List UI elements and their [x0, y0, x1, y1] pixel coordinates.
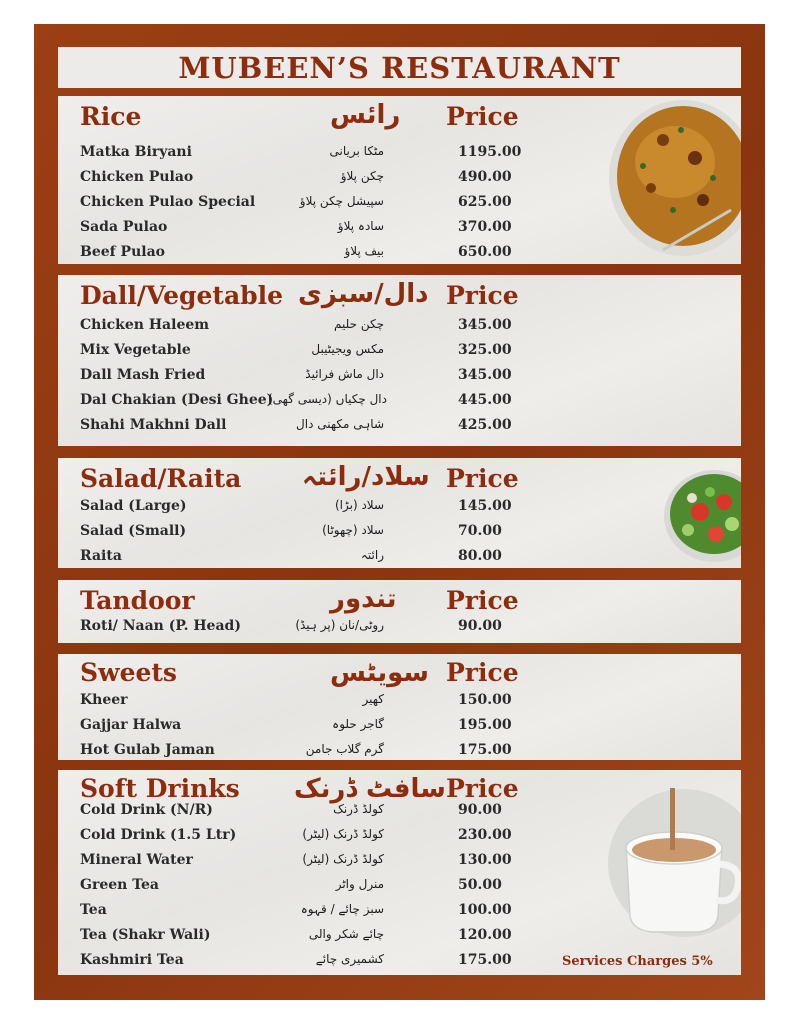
- item-name-urdu: کشمیری چائے: [315, 952, 384, 966]
- item-name: Salad (Large): [80, 498, 187, 514]
- item-name: Mix Vegetable: [80, 342, 191, 358]
- item-price: 445.00: [458, 392, 512, 408]
- item-price: 80.00: [458, 548, 502, 564]
- section-title-ur: رائس: [330, 100, 401, 130]
- item-price: 345.00: [458, 367, 512, 383]
- item-name-urdu: کولڈ ڈرنک: [333, 802, 384, 816]
- item-name-urdu: چکن حلیم: [334, 317, 384, 331]
- salad-bowl-image: [662, 464, 741, 564]
- item-price: 100.00: [458, 902, 512, 918]
- section-salad-raita: [58, 458, 741, 568]
- item-price: 625.00: [458, 194, 512, 210]
- menu-item: [58, 692, 741, 714]
- item-name-urdu: سپیشل چکن پلاؤ: [299, 194, 384, 208]
- menu-item: [58, 342, 741, 364]
- menu-item: [58, 392, 741, 414]
- item-name-urdu: دال چکیاں (دیسی گھی): [268, 392, 387, 406]
- item-name-urdu: سادہ پلاؤ: [337, 219, 384, 233]
- item-name: Dal Chakian (Desi Ghee): [80, 392, 274, 408]
- menu-item: [58, 523, 741, 545]
- menu-item: [58, 417, 741, 439]
- item-name-urdu: چکن پلاؤ: [340, 169, 384, 183]
- menu-item: [58, 498, 741, 520]
- item-name-urdu: بیف پلاؤ: [344, 244, 384, 258]
- section-title-en: Sweets: [80, 658, 178, 687]
- item-name: Sada Pulao: [80, 219, 168, 235]
- item-name: Green Tea: [80, 877, 159, 893]
- item-price: 130.00: [458, 852, 512, 868]
- item-name-urdu: منرل واٹر: [335, 877, 384, 891]
- item-name: Kashmiri Tea: [80, 952, 184, 968]
- price-header: Price: [446, 658, 519, 687]
- item-name-urdu: گاجر حلوہ: [332, 717, 384, 731]
- item-name: Hot Gulab Jaman: [80, 742, 215, 758]
- item-name-urdu: گرم گلاب جامن: [305, 742, 384, 756]
- item-price: 150.00: [458, 692, 512, 708]
- item-name: Roti/ Naan (P. Head): [80, 618, 241, 634]
- section-soft-drinks: [58, 770, 741, 975]
- item-name-urdu: مکس ویجیٹیبل: [311, 342, 384, 356]
- item-name: Shahi Makhni Dall: [80, 417, 227, 433]
- item-name: Dall Mash Fried: [80, 367, 206, 383]
- item-price: 370.00: [458, 219, 512, 235]
- item-name: Salad (Small): [80, 523, 187, 539]
- price-header: Price: [446, 281, 519, 310]
- price-header: Price: [446, 102, 519, 131]
- item-name: Chicken Haleem: [80, 317, 210, 333]
- item-price: 230.00: [458, 827, 512, 843]
- section-title-en: Tandoor: [80, 586, 195, 615]
- item-name: Raita: [80, 548, 122, 564]
- section-tandoor: [58, 580, 741, 643]
- price-header: Price: [446, 464, 519, 493]
- title-bar: [58, 47, 741, 88]
- section-dall-vegetable: [58, 275, 741, 446]
- price-header: Price: [446, 586, 519, 615]
- item-price: 145.00: [458, 498, 512, 514]
- item-price: 175.00: [458, 742, 512, 758]
- section-title-ur: تندور: [330, 584, 397, 614]
- item-price: 50.00: [458, 877, 502, 893]
- item-price: 70.00: [458, 523, 502, 539]
- item-name-urdu: سبز چائے / قہوہ: [300, 902, 384, 916]
- item-name: Mineral Water: [80, 852, 193, 868]
- item-price: 490.00: [458, 169, 512, 185]
- price-header: Price: [446, 774, 519, 803]
- section-header: [58, 275, 741, 315]
- item-price: 650.00: [458, 244, 512, 260]
- menu-item: [58, 618, 741, 640]
- menu-item: [58, 717, 741, 739]
- item-name: Matka Biryani: [80, 144, 192, 160]
- item-price: 425.00: [458, 417, 512, 433]
- item-price: 195.00: [458, 717, 512, 733]
- section-header: [58, 654, 741, 694]
- item-name: Tea: [80, 902, 107, 918]
- section-header: [58, 458, 741, 498]
- item-name-urdu: کولڈ ڈرنک (لیٹر): [302, 827, 384, 841]
- item-name-urdu: سلاد (بڑا): [334, 498, 384, 512]
- menu-item: [58, 548, 741, 570]
- tea-cup-image: [604, 788, 741, 938]
- item-price: 120.00: [458, 927, 512, 943]
- section-title-en: Soft Drinks: [80, 774, 240, 803]
- item-name: Tea (Shakr Wali): [80, 927, 211, 943]
- section-rice: [58, 96, 741, 264]
- item-name: Kheer: [80, 692, 128, 708]
- item-price: 345.00: [458, 317, 512, 333]
- item-name-urdu: رائتہ: [360, 548, 384, 562]
- item-name-urdu: کھیر: [362, 692, 384, 706]
- item-price: 325.00: [458, 342, 512, 358]
- restaurant-title: MUBEEN’S RESTAURANT: [178, 50, 621, 85]
- section-title-en: Dall/Vegetable: [80, 281, 284, 310]
- section-title-ur: سلاد/رائتہ: [302, 462, 430, 492]
- section-title-en: Rice: [80, 102, 142, 131]
- section-sweets: [58, 654, 741, 760]
- section-title-en: Salad/Raita: [80, 464, 242, 493]
- service-charges-note: Services Charges 5%: [562, 954, 713, 969]
- item-name-urdu: چائے شکر والی: [308, 927, 384, 941]
- menu-item: [58, 742, 741, 764]
- item-name: Chicken Pulao Special: [80, 194, 256, 210]
- item-name: Beef Pulao: [80, 244, 165, 260]
- section-title-ur: سویٹس: [330, 658, 429, 688]
- menu-item: [58, 367, 741, 389]
- biryani-plate-image: [603, 100, 741, 256]
- item-price: 90.00: [458, 618, 502, 634]
- item-name: Cold Drink (1.5 Ltr): [80, 827, 237, 843]
- item-name: Chicken Pulao: [80, 169, 194, 185]
- item-name-urdu: سلاد (چھوٹا): [322, 523, 384, 537]
- item-name-urdu: دال ماش فرائیڈ: [305, 367, 384, 381]
- item-price: 175.00: [458, 952, 512, 968]
- item-name-urdu: مٹکا بریانی: [329, 144, 384, 158]
- section-header: [58, 580, 741, 620]
- section-title-ur: دال/سبزی: [298, 279, 429, 309]
- item-price: 1195.00: [458, 144, 522, 160]
- item-name: Cold Drink (N/R): [80, 802, 213, 818]
- item-price: 90.00: [458, 802, 502, 818]
- item-name-urdu: روٹی/نان (پر ہیڈ): [295, 618, 384, 632]
- item-name-urdu: شاہی مکھنی دال: [296, 417, 384, 431]
- menu-item: [58, 317, 741, 339]
- item-name: Gajjar Halwa: [80, 717, 182, 733]
- section-title-ur: سافٹ ڈرنک: [294, 774, 446, 804]
- item-name-urdu: کولڈ ڈرنک (لیٹر): [302, 852, 384, 866]
